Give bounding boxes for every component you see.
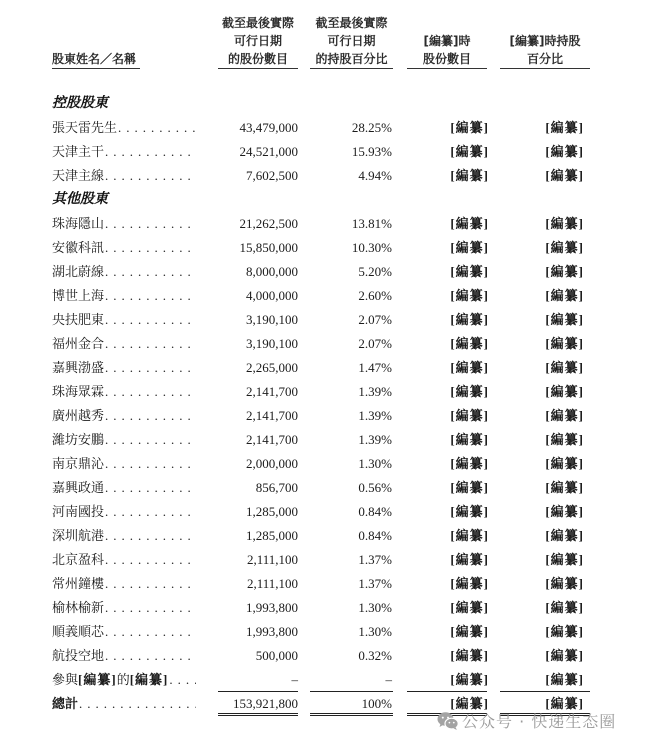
shareholder-name: 廣州越秀 [52,408,105,423]
pct-at-listing: [編纂] [545,360,584,375]
pct-at-listing: [編纂] [545,216,584,231]
table-row [52,332,584,356]
shareholder-name: 湖北蔚線 [52,264,105,279]
shareholder-name: 天津主干 [52,144,105,159]
column-header-shares-at-listing [407,32,487,69]
name-cell [52,668,200,692]
shares-at-lpd: 24,521,000 [239,144,298,159]
dot-leader [104,140,196,164]
shares-at-listing: [編纂] [450,576,489,591]
name-cell [52,140,200,164]
pct-at-listing: [編纂] [545,432,584,447]
shares-at-listing: [編纂] [450,648,489,663]
redacted-text: [編纂] [129,672,169,687]
section-title-controlling-shareholders: 控股股東 [52,96,108,111]
shares-at-lpd: 4,000,000 [246,288,298,303]
pct-at-lpd: 1.30% [358,456,392,471]
pct-at-listing: [編纂] [545,528,584,543]
pct-at-lpd: 10.30% [351,240,392,255]
header-line: 的股份數目 [227,52,288,66]
shares-at-lpd: 1,285,000 [246,528,298,543]
shareholder-name: 央扶肥東 [52,312,105,327]
total-rule-top [407,691,487,692]
name-cell [52,404,200,428]
pct-at-listing: [編纂] [545,648,584,663]
watermark [437,709,616,732]
dot-leader [117,116,196,140]
total-double-rule [310,713,393,716]
shares-at-listing: [編纂] [450,432,489,447]
shares-at-listing: [編纂] [450,360,489,375]
dot-leader [104,452,196,476]
table-row [52,212,584,236]
pct-at-lpd: 2.07% [358,312,392,327]
shares-at-lpd: 15,850,000 [239,240,298,255]
dot-leader [104,260,196,284]
shares-at-lpd: 1,993,800 [246,624,298,639]
dot-leader [104,380,196,404]
pct-at-listing: [編纂] [545,168,584,183]
shares-at-lpd: 2,111,100 [246,552,298,567]
table-row [52,356,584,380]
pct-at-lpd: 1.37% [358,552,392,567]
dot-leader [104,212,196,236]
total-shares-at-lpd: 153,921,800 [233,696,298,711]
shares-at-lpd: 2,111,100 [246,576,298,591]
shares-at-listing: [編纂] [450,264,489,279]
pct-at-lpd: 5.20% [358,264,392,279]
redacted-text: [編纂] [78,672,117,687]
pct-at-listing: [編纂] [545,288,584,303]
shares-at-lpd: 1,993,800 [246,600,298,615]
dot-leader [104,596,196,620]
shareholding-table [52,92,584,716]
pct-at-lpd: 1.47% [358,360,392,375]
table-row [52,500,584,524]
pct-at-lpd: 2.60% [358,288,392,303]
dot-leader [78,692,196,716]
shares-at-lpd: 21,262,500 [239,216,298,231]
name-cell [52,116,200,140]
header-line: 可行日期 [327,34,376,48]
table-row [52,644,584,668]
shares-at-listing: [編纂] [450,456,489,471]
pct-at-lpd: 1.39% [358,408,392,423]
shares-at-listing: [編纂] [450,312,489,327]
name-cell [52,548,200,572]
shares-at-lpd: 7,602,500 [246,168,298,183]
column-header-shareholder-name [52,50,140,69]
watermark-text: 公众号 · 快递生态圈 [462,712,617,731]
header-line: [編纂]時持股 [509,34,581,48]
dot-leader [104,356,196,380]
name-cell [52,428,200,452]
shareholder-name: 深圳航港 [52,528,105,543]
header-line: 的持股百分比 [315,52,388,66]
shares-at-listing: [編纂] [450,216,489,231]
table-row [52,548,584,572]
shares-at-lpd: 8,000,000 [246,264,298,279]
dot-leader [104,500,196,524]
total-rule-top [310,691,393,692]
name-cell [52,284,200,308]
total-double-rule [218,713,298,716]
name-cell [52,236,200,260]
shares-at-lpd: 856,700 [255,480,298,495]
pct-at-lpd: 13.81% [351,216,392,231]
shareholder-name: 北京盈科 [52,552,105,567]
pct-at-listing: [編纂] [545,408,584,423]
shares-at-listing: [編纂] [450,552,489,567]
shares-at-listing: [編纂] [450,240,489,255]
shareholder-name: 安徽科訊 [52,240,105,255]
shareholder-name: 張天雷先生 [52,120,118,135]
table-row [52,140,584,164]
table-row [52,164,584,188]
pct-at-lpd: 4.94% [358,168,392,183]
pct-at-listing: [編纂] [545,336,584,351]
shares-at-lpd: 43,479,000 [239,120,298,135]
header-line: 股東姓名／名稱 [52,52,137,66]
pct-at-lpd: 1.30% [358,624,392,639]
total-pct-at-listing: [編纂] [545,696,584,711]
dot-leader [104,332,196,356]
pct-at-listing: [編纂] [545,552,584,567]
name-part: 參與 [52,672,79,687]
shares-at-listing: [編纂] [450,384,489,399]
header-line: 截至最後實際 [221,16,294,30]
dot-leader [104,620,196,644]
shares-at-listing: [編纂] [450,504,489,519]
shares-at-listing: [編纂] [450,480,489,495]
shares-at-lpd: 1,285,000 [246,504,298,519]
header-line: 截至最後實際 [315,16,388,30]
pct-at-lpd: 0.84% [358,504,392,519]
shares-at-listing: [編纂] [450,624,489,639]
shares-at-lpd: 2,141,700 [246,384,298,399]
pct-at-listing: [編纂] [545,456,584,471]
shares-at-listing: [編纂] [450,528,489,543]
shares-at-listing: [編纂] [450,336,489,351]
shareholder-name: 嘉興渤盛 [52,360,105,375]
shares-at-listing: [編纂] [450,600,489,615]
dot-leader [104,476,196,500]
dot-leader [104,428,196,452]
dot-leader [104,404,196,428]
name-cell [52,692,200,716]
pct-at-lpd: 28.25% [351,120,392,135]
pct-at-listing: [編纂] [545,624,584,639]
shareholder-name: 珠海眾霖 [52,384,105,399]
name-cell [52,524,200,548]
header-line: 百分比 [526,52,563,66]
dot-leader [104,644,196,668]
shareholder-name: 航投空地 [52,648,105,663]
shares-at-listing: [編纂] [450,120,489,135]
column-header-pct-at-lpd [310,14,393,69]
section-title-other-shareholders: 其他股東 [52,192,108,207]
total-label: 總計 [52,696,79,711]
shares-at-listing: [編纂] [450,288,489,303]
pct-at-listing: [編纂] [545,480,584,495]
pct-at-lpd: 1.37% [358,576,392,591]
shares-at-lpd: 3,190,100 [246,312,298,327]
name-cell [52,212,200,236]
table-row [52,452,584,476]
pct-at-listing: [編纂] [545,600,584,615]
table-row-participants [52,668,584,692]
dot-leader [104,548,196,572]
shares-at-lpd: 500,000 [255,648,298,663]
name-cell [52,380,200,404]
shares-at-lpd: 2,141,700 [246,408,298,423]
total-pct-at-lpd: 100% [361,696,392,711]
shares-at-lpd: 2,000,000 [246,456,298,471]
dot-leader [104,164,196,188]
header-line: [編纂]時 [423,34,471,48]
dot-leader [168,668,196,692]
pct-at-listing: [編纂] [545,144,584,159]
column-header-pct-at-listing [500,32,590,69]
name-cell [52,644,200,668]
shareholder-name: 濰坊安鵬 [52,432,105,447]
name-cell [52,260,200,284]
dot-leader [104,524,196,548]
header-line: 可行日期 [233,34,282,48]
shareholder-name: 天津主線 [52,168,105,183]
name-cell [52,620,200,644]
shareholder-name: 榆林榆新 [52,600,105,615]
dot-leader [104,236,196,260]
pct-at-lpd: 1.39% [358,384,392,399]
pct-at-listing: [編纂] [545,240,584,255]
table-row [52,596,584,620]
table-row [52,116,584,140]
shareholder-name: 珠海隱山 [52,216,105,231]
table-row [52,404,584,428]
shareholder-name: 南京鼎沁 [52,456,105,471]
total-rule-top [500,691,590,692]
shares-at-listing: [編纂] [450,672,489,687]
shares-at-lpd: 3,190,100 [246,336,298,351]
total-rule-top [218,691,298,692]
pct-at-listing: [編纂] [545,264,584,279]
shareholder-name: 嘉興政通 [52,480,105,495]
pct-at-lpd: 0.84% [358,528,392,543]
dot-leader [104,284,196,308]
pct-at-lpd: 2.07% [358,336,392,351]
name-cell [52,332,200,356]
table-row [52,572,584,596]
pct-at-lpd: – [385,672,392,687]
dot-leader [104,308,196,332]
shares-at-lpd: 2,265,000 [246,360,298,375]
header-line: 股份數目 [422,52,471,66]
table-row [52,428,584,452]
wechat-icon [437,711,459,731]
table-row [52,476,584,500]
pct-at-listing: [編纂] [545,504,584,519]
name-cell [52,572,200,596]
table-row [52,236,584,260]
pct-at-listing: [編纂] [545,384,584,399]
shares-at-listing: [編纂] [450,168,489,183]
pct-at-lpd: 15.93% [351,144,392,159]
name-cell [52,476,200,500]
dot-leader [104,572,196,596]
name-cell [52,308,200,332]
shareholder-name: 河南國投 [52,504,105,519]
pct-at-listing: [編纂] [545,576,584,591]
column-header-shares-at-lpd [218,14,298,69]
pct-at-lpd: 0.56% [358,480,392,495]
shares-at-lpd: – [291,672,298,687]
table-row [52,260,584,284]
pct-at-listing: [編纂] [545,312,584,327]
name-part: 的 [116,672,130,687]
shareholder-name: 順義順芯 [52,624,105,639]
table-row [52,524,584,548]
table-row [52,380,584,404]
total-shares-at-listing: [編纂] [450,696,489,711]
pct-at-lpd: 0.32% [358,648,392,663]
shares-at-listing: [編纂] [450,408,489,423]
table-row [52,284,584,308]
name-cell [52,356,200,380]
table-row [52,620,584,644]
pct-at-lpd: 1.30% [358,600,392,615]
name-cell [52,452,200,476]
shareholder-name: 常州鐘樓 [52,576,105,591]
shares-at-listing: [編纂] [450,144,489,159]
shareholder-name: 博世上海 [52,288,105,303]
name-cell [52,164,200,188]
shareholder-name: 福州金合 [52,336,105,351]
name-cell [52,596,200,620]
table-row [52,308,584,332]
name-cell [52,500,200,524]
pct-at-lpd: 1.39% [358,432,392,447]
shareholder-name [52,668,168,692]
pct-at-listing: [編纂] [545,672,584,687]
pct-at-listing: [編纂] [545,120,584,135]
shares-at-lpd: 2,141,700 [246,432,298,447]
